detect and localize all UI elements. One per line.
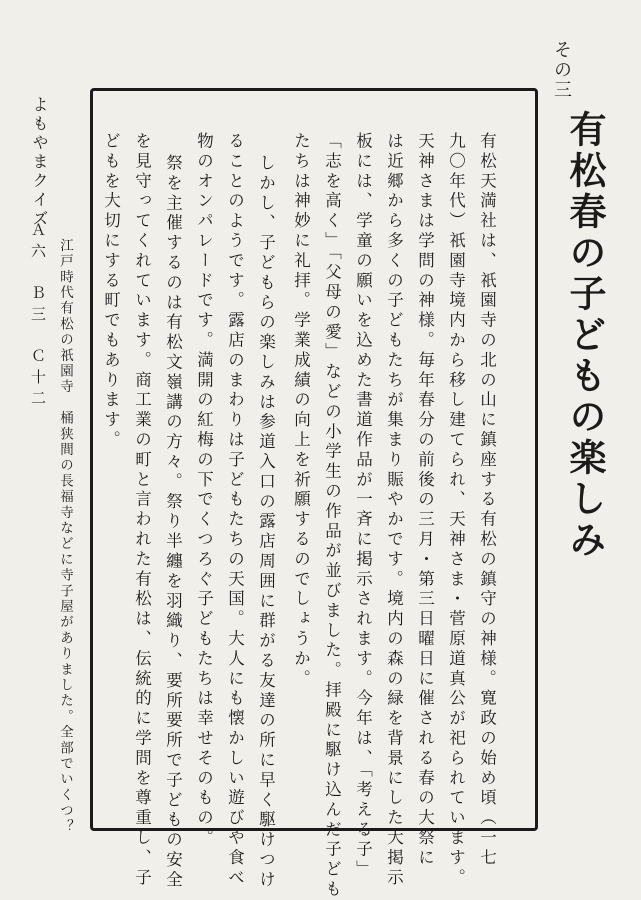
body-line: を見守ってくれています。商工業の町と言われた有松は、伝統的に学問を尊重し、子 [132, 132, 152, 889]
body-line: 有松天満社は、祇園寺の北の山に鎮座する有松の鎮守の神様。寛政の始め頃（一七 [477, 132, 497, 869]
series-label: その三 [551, 40, 572, 100]
body-line: 「志を高く」「父母の愛」などの小学生の作品が並びました。拝殿に駆け込んだ子ども [322, 132, 342, 900]
body-line: たちは神妙に礼拝。学業成績の向上を祈願するのでしょうか。 [291, 132, 311, 690]
body-line: どもを大切にする町でもあります。 [101, 132, 121, 451]
body-line: しかし、子どもらの楽しみは参道入口の露店周囲に群がる友達の所に早く駆けつけ [256, 154, 276, 891]
quiz-question: 江戸時代有松の祇園寺 桶狭間の長福寺などに寺子屋がありました。全部でいくつ？ [57, 238, 73, 835]
body-line: 祭を主催するのは有松文嶺講の方々。祭り半纏を羽織り、要所要所で子どもの安全 [163, 154, 183, 891]
quiz-title: よもやまクイズ [30, 96, 49, 229]
article-title: 有松春の子どもの楽しみ [563, 110, 607, 561]
article-frame [90, 88, 538, 831]
body-line: 物のオンパレードです。満開の紅梅の下でくつろぐ子どもたちは幸せそのもの。 [194, 132, 214, 849]
body-line: 九〇年代）祇園寺境内から移し建てられ、天神さま・菅原道真公が祀られています。 [446, 132, 466, 889]
body-line: ることのようです。露店のまわりは子どもたちの天国。大人にも懐かしい遊びや食べ [225, 132, 245, 889]
body-line: 天神さまは学問の神様。毎年春分の前後の三月・第三日曜日に催される春の大祭に [415, 132, 435, 869]
quiz-answer: Ａ六 Ｂ三 Ｃ十二 [29, 222, 47, 411]
body-line: は近郷から多くの子どもたちが集まり賑やかです。境内の森の緑を背景にした大掲示 [384, 132, 404, 889]
body-line: 板には、学童の願いを込めた書道作品が一斉に掲示されます。今年は、「考える子」 [353, 132, 373, 880]
